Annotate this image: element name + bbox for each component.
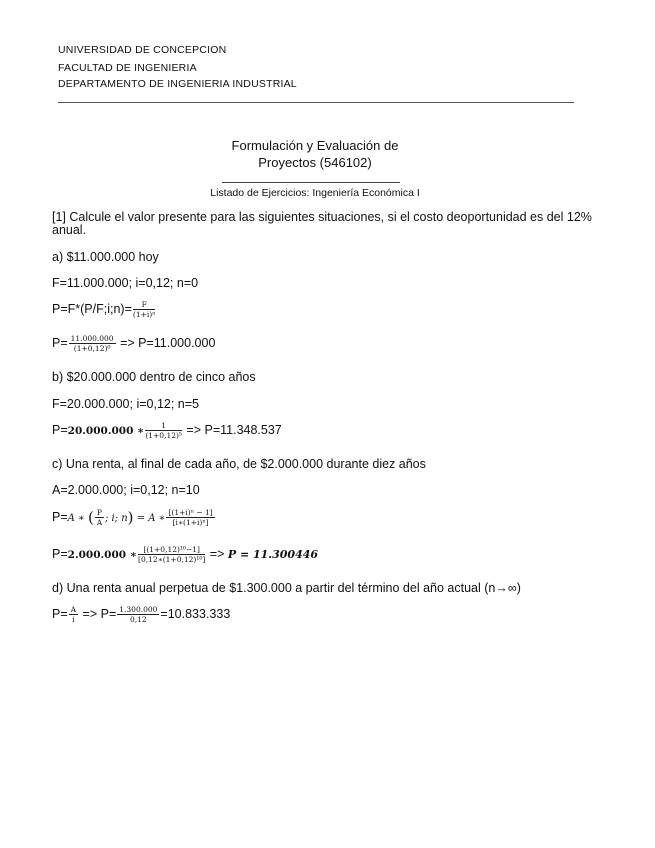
part-a-calc-fraction — [69, 334, 116, 353]
fraction-denominator: A — [96, 518, 103, 527]
part-a-formula-fraction — [133, 300, 156, 319]
part-b-data: F=20.000.000; i=0,12; n=5 — [52, 397, 199, 411]
problem-statement: [1] Calcule el valor presente para las siguientes situaciones, si el costo deoportunidad es del 12% anual. — [52, 210, 592, 237]
subtitle-divider — [222, 182, 400, 183]
fraction-numerator: [(1+i)ⁿ − 1] — [168, 508, 213, 517]
fraction-denominator: (1+0,12)⁰ — [73, 344, 111, 353]
fraction-numerator: [(1+0,12)¹⁰−1] — [138, 545, 205, 555]
header-divider — [58, 102, 574, 103]
part-d-fraction-2 — [117, 605, 159, 624]
part-c-factor-args: ; i; n — [104, 512, 128, 524]
part-c-calc-value: 2.000.000 ∗ — [67, 548, 138, 561]
part-c-calc-result: P = 11.300446 — [227, 547, 319, 561]
part-c-formula — [52, 508, 216, 527]
open-paren: ( — [88, 508, 94, 527]
part-c-formula-eq: = A ∗ — [133, 512, 166, 524]
department-name: DEPARTAMENTO DE INGENIERIA INDUSTRIAL — [58, 78, 297, 90]
part-b-calc-lhs: P= — [52, 422, 68, 437]
part-c-calc-lhs: P= — [52, 546, 68, 561]
fraction-numerator: F — [133, 300, 156, 310]
part-c-calc-fraction — [138, 545, 205, 564]
part-d-fraction-1 — [69, 605, 78, 624]
fraction-denominator: i — [72, 615, 75, 624]
close-paren: ) — [127, 508, 134, 527]
fraction-denominator: [0,12∗(1+0,12)¹⁰] — [138, 555, 206, 564]
part-d-calc-result: =10.833.333 — [160, 606, 231, 621]
part-b-calculation — [52, 421, 282, 440]
part-d-calc-mid: => P= — [79, 606, 117, 621]
fraction-numerator: 1 — [145, 421, 182, 431]
part-c-label: c) Una renta, al final de cada año, de $2.000.000 durante diez años — [52, 457, 426, 471]
part-a-data: F=11.000.000; i=0,12; n=0 — [52, 276, 199, 290]
part-c-formula-a: A ∗ — [67, 512, 89, 524]
part-d-label: d) Una renta anual perpetua de $1.300.000 a partir del término del año actual (n→∞) — [52, 581, 521, 595]
fraction-numerator: 11.000.000 — [70, 334, 114, 343]
part-a-calculation — [52, 334, 215, 353]
course-title-line2: Proyectos (546102) — [258, 155, 372, 170]
part-b-label: b) $20.000.000 dentro de cinco años — [52, 370, 256, 384]
part-c-calc-arrow: => — [206, 546, 228, 561]
part-a-formula-lhs: P=F*(P/F;i;n)= — [52, 301, 132, 316]
course-subtitle: Listado de Ejercicios: Ingeniería Económica I — [210, 187, 420, 199]
part-a-calc-result: => P=11.000.000 — [116, 335, 216, 350]
part-b-calc-result: => P=11.348.537 — [182, 422, 282, 437]
part-a-calc-lhs: P= — [52, 335, 68, 350]
part-c-formula-lhs: P= — [52, 509, 68, 524]
part-c-data: A=2.000.000; i=0,12; n=10 — [52, 483, 200, 497]
course-title-line1: Formulación y Evaluación de — [231, 138, 399, 153]
part-c-calculation — [52, 545, 318, 564]
fraction-denominator: 0,12 — [129, 615, 147, 624]
part-c-factor-fraction — [95, 508, 104, 527]
fraction-denominator: (1+i)ⁿ — [132, 310, 156, 319]
part-a-label: a) $11.000.000 hoy — [52, 250, 159, 264]
part-b-calc-fraction — [145, 421, 182, 440]
part-d-calc-lhs: P= — [52, 606, 68, 621]
fraction-numerator: A — [70, 605, 77, 614]
fraction-numerator: P — [96, 508, 102, 517]
fraction-numerator: 1.300.000 — [119, 605, 158, 614]
fraction-denominator: (1+0,12)⁵ — [145, 431, 182, 440]
part-b-calc-value: 20.000.000 ∗ — [67, 424, 145, 437]
part-c-formula-fraction — [166, 508, 214, 527]
university-name: UNIVERSIDAD DE CONCEPCION — [58, 44, 227, 56]
part-a-formula — [52, 300, 156, 319]
faculty-name: FACULTAD DE INGENIERIA — [58, 62, 197, 74]
part-d-calculation — [52, 605, 230, 624]
fraction-denominator: [i∗(1+i)ⁿ] — [172, 518, 209, 527]
